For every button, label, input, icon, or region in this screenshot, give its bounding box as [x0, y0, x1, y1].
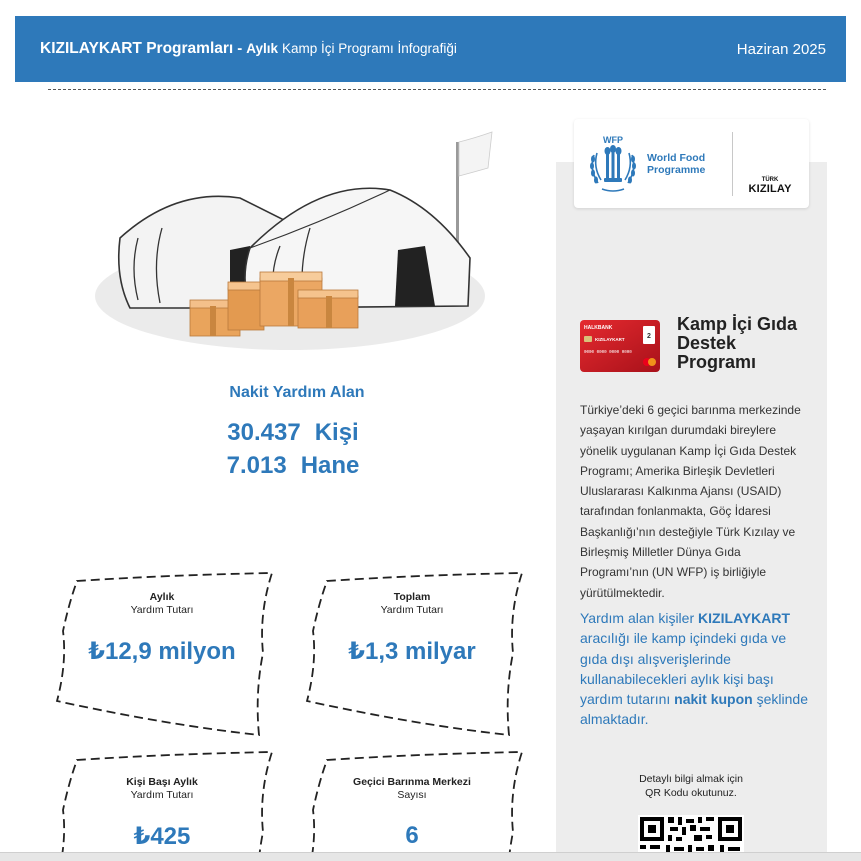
highlight-text-1: Yardım alan kişiler	[580, 610, 699, 626]
qr-line2: QR Kodu okutunuz.	[645, 787, 737, 799]
header-title	[40, 40, 457, 58]
kizilay-logo	[741, 132, 799, 195]
ticket-label-bold: Toplam	[393, 591, 431, 603]
highlight-bold-2: nakit kupon	[674, 691, 753, 708]
qr-instructions	[596, 772, 786, 800]
cash-assistance-title: Nakit Yardım Alan	[229, 384, 365, 401]
header-bar	[15, 16, 846, 82]
program-title: Kamp İçi Gıda Destek Programı	[677, 314, 798, 372]
card-bank: HALKBANK	[584, 325, 613, 331]
ticket-shelter-count	[307, 752, 517, 861]
wfp-emblem-icon	[584, 133, 642, 195]
header-period: Aylık	[246, 41, 278, 56]
ticket-label	[57, 591, 267, 617]
ticket-label-text: Yardım Tutarı	[130, 789, 194, 801]
ticket-value: 6	[405, 822, 419, 849]
bottom-scroll-edge	[0, 852, 861, 861]
ticket-monthly-amount	[57, 573, 267, 733]
ticket-label-text: Sayısı	[397, 789, 427, 801]
ticket-label	[57, 776, 267, 802]
ticket-value: ₺12,9 milyon	[88, 638, 236, 665]
program-description: Türkiye’deki 6 geçici barınma merkezinde yaşayan kırılgan durumdaki bireylere yönelik uygulanan Kamp İçi Gıda Destek Programı; Amerika Birleşik Devletleri Uluslararası Kalkınma Ajansı (USAID) tarafından fonlanmakta, Göç İdaresi Başkanlığı’nın desteğiyle Türk Kızılay ve Birleşmiş Milletler Dünya Gıda Programı’nın (UN WFP) iş birliğiyle yürütülmektedir.	[580, 403, 801, 600]
ticket-label-text: Yardım Tutarı	[130, 604, 194, 616]
persons-value: 30.437	[227, 419, 301, 446]
header-date: Haziran 2025	[736, 40, 826, 58]
logo-divider	[732, 132, 733, 196]
highlight-bold-1: KIZILAYKART	[698, 610, 791, 626]
persons-stat	[180, 419, 406, 447]
header-separator: -	[237, 40, 243, 57]
wfp-name	[647, 152, 705, 176]
wfp-logo	[584, 133, 724, 195]
ticket-label-text: Yardım Tutarı	[380, 604, 444, 616]
ticket-label-bold: Kişi Başı Aylık	[126, 776, 198, 788]
kizilaykart-card-icon	[580, 320, 660, 372]
highlight-text-2: aracılığı ile kamp içindeki gıda ve gıda dışı alışverişlerinde kullanabilecekleri aylık kişi başı yardım tutarını	[580, 630, 787, 708]
program-highlight	[580, 608, 812, 730]
kizilay-small-text: TÜRK	[761, 177, 779, 183]
ticket-label-bold: Geçici Barınma Merkezi	[353, 776, 471, 788]
ticket-per-person-amount	[57, 752, 267, 861]
households-unit: Hane	[300, 452, 360, 479]
card-brand: KIZILAYKART	[595, 337, 625, 342]
camp-tent-illustration	[90, 128, 495, 350]
ticket-value: ₺1,3 milyar	[348, 638, 476, 665]
dashed-divider	[48, 89, 826, 90]
card-number: 0000 0000 0000 0000	[584, 351, 632, 355]
highlight-text-3: şeklinde almaktadır.	[580, 691, 808, 728]
kizilay-name: KIZILAY	[748, 183, 792, 195]
households-value: 7.013	[226, 452, 287, 479]
ticket-total-amount	[307, 573, 517, 733]
wfp-name-line1: World Food	[647, 151, 706, 164]
ticket-label-bold: Aylık	[149, 591, 175, 603]
wfp-name-line2: Programme	[647, 163, 706, 176]
wfp-abbr: WFP	[603, 134, 623, 145]
red-crescent-icon	[749, 132, 791, 176]
ticket-value: ₺425	[133, 823, 191, 850]
brand-name: KIZILAYKART Programları	[40, 40, 234, 57]
ticket-label	[307, 591, 517, 617]
ticket-label	[307, 776, 517, 802]
svg-text:2: 2	[647, 333, 651, 340]
households-stat	[180, 452, 406, 480]
header-subtitle: Kamp İçi Programı İnfografiği	[282, 41, 457, 56]
partner-logos	[574, 119, 809, 208]
qr-line1: Detaylı bilgi almak için	[639, 773, 743, 785]
persons-unit: Kişi	[314, 419, 359, 446]
